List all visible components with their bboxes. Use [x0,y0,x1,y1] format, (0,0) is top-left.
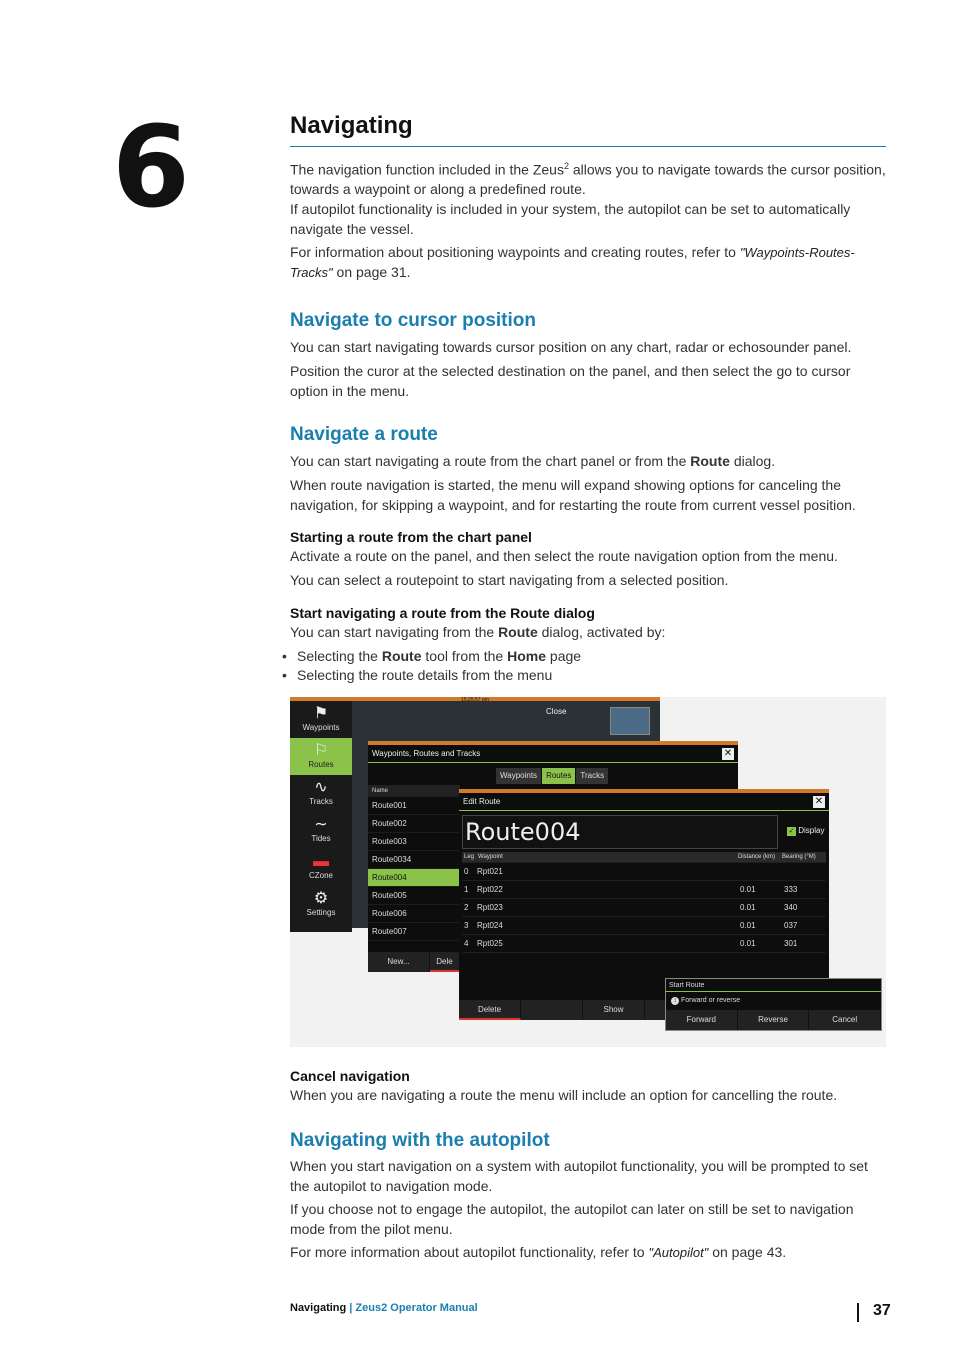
display-checkbox[interactable]: ✓ Display [788,826,825,835]
sidebar-routes[interactable]: ⚐ Routes [290,738,352,775]
title-rule [290,146,886,147]
tracks-icon: ∿ [314,779,328,796]
footer-divider [857,1303,859,1322]
leg-cell: 1 [464,885,469,894]
cross-reference-link[interactable]: "Autopilot" [648,1245,709,1260]
list-item[interactable]: Route0034 [368,851,460,869]
legs-body [462,863,826,953]
gear-icon: ⚙ [313,890,329,907]
forward-button[interactable]: Forward [666,1010,738,1030]
bullet-item: • Selecting the route details from the menu [282,667,553,683]
new-button[interactable]: New... [368,952,430,972]
col-waypoint: Waypoint [478,854,503,860]
autopilot-paragraph-2: If you choose not to engage the autopilot, the autopilot can later on still be set to navigation mode from the pilot menu. [290,1201,854,1237]
delete-button[interactable]: Delete [459,1000,521,1020]
intro-paragraph-3: For information about positioning waypoints and creating routes, refer to "Waypoints-Routes-Tracks" on page 31. [290,244,855,280]
bearing-cell: 340 [784,903,798,912]
bearing-cell: 333 [784,885,798,894]
close-icon[interactable]: ✕ [723,748,733,759]
autopilot-paragraph-3: For more information about autopilot functionality, refer to "Autopilot" on page 43. [290,1244,787,1260]
spacer [521,1000,583,1020]
col-distance: Distance (km) [738,854,776,860]
sidebar-tides[interactable]: ∼ Tides [290,812,352,849]
start-route-title: Start Route [666,979,881,992]
flag-icon: ⚑ [313,705,329,722]
list-item[interactable]: Route001 [368,797,460,815]
waypoint-cell: Rpt024 [477,921,503,930]
autopilot-paragraph-1: When you start navigation on a system with autopilot functionality, you will be prompted to set the autopilot to navigation mode. [290,1158,868,1194]
table-row[interactable] [462,863,826,881]
chapter-title: Navigating [290,112,413,139]
list-item[interactable]: Route003 [368,833,460,851]
subheading-route-dialog: Start navigating a route from the Route dialog [290,605,595,621]
leg-cell: 0 [464,867,469,876]
section-heading-cursor: Navigate to cursor position [290,310,536,331]
close-button[interactable]: Close [546,707,567,716]
section-heading-autopilot: Navigating with the autopilot [290,1130,550,1151]
distance-cell: 0.01 [740,903,756,912]
subheading-cancel: Cancel navigation [290,1068,410,1084]
bullet-item: • Selecting the Route tool from the Home page [282,648,582,664]
waypoint-cell: Rpt021 [477,867,503,876]
table-header [462,852,826,863]
route-paragraph-1: You can start navigating a route from the chart panel or from the Route dialog. [290,453,776,469]
czone-icon: ▬ [313,853,329,870]
waypoint-cell: Rpt023 [477,903,503,912]
col-bearing: Bearing (°M) [782,854,816,860]
leg-cell: 4 [464,939,469,948]
bearing-cell [782,863,826,880]
intro-paragraph-1: The navigation function included in the Zeus$^2$ allows you to navigate towards the cursor position, towards a waypoint or along a predefined route. [290,161,886,198]
waypoint-cell: Rpt022 [477,885,503,894]
route-paragraph-2: When route navigation is started, the menu will expand showing options for canceling the navigation, for skipping a waypoint, and for restarting the route from current vessel position. [290,477,856,513]
list-item[interactable]: Route006 [368,905,460,923]
checkbox-icon: ✓ [788,828,795,835]
start-route-option[interactable]: ↕ Forward or reverse [666,992,881,1010]
leg-cell: 3 [464,921,469,930]
legs-table [462,852,826,953]
list-item[interactable]: Route002 [368,815,460,833]
col-leg: Leg [464,854,475,860]
table-row[interactable] [462,899,826,917]
list-item[interactable]: Route004 [368,869,460,887]
tab-routes[interactable]: Routes [542,768,575,784]
route-name-field[interactable]: Route004 [462,815,778,849]
sidebar-waypoints[interactable]: ⚑ Waypoints [290,701,352,738]
footer-title: Navigating | Zeus2 Operator Manual [290,1302,478,1314]
sidebar-czone[interactable]: ▬ CZone [290,849,352,886]
sidebar-settings[interactable]: ⚙ Settings [290,886,352,923]
wrt-header: Waypoints, Routes and Tracks ✕ [368,745,738,763]
subheading-chart-panel: Starting a route from the chart panel [290,529,532,545]
table-row[interactable] [462,881,826,899]
table-row[interactable] [462,917,826,935]
edit-route-header: Edit Route ✕ [459,793,829,811]
tides-icon: ∼ [314,816,328,833]
chapter-number: 6 [112,103,190,233]
wrt-tabs [368,763,738,785]
chart-panel-paragraph-1: Activate a route on the panel, and then select the route navigation option from the menu. [290,548,838,564]
delete-button[interactable]: Dele [430,952,460,972]
cursor-paragraph-1: You can start navigating towards cursor position on any chart, radar or echosounder panel. [290,339,852,355]
route-dialog-screenshot [290,697,886,1047]
bearing-cell: 301 [784,939,798,948]
start-route-buttons [666,1010,881,1030]
direction-icon: ↕ [671,997,679,1005]
chart-panel-paragraph-2: You can select a routepoint to start navigating from a selected position. [290,572,729,588]
page-number: 37 [873,1302,891,1319]
show-button[interactable]: Show [583,1000,645,1020]
start-route-dialog [665,978,882,1031]
cursor-paragraph-2: Position the curor at the selected destination on the panel, and then select the go to cursor option in the menu. [290,363,851,399]
route-icon: ⚐ [313,742,329,759]
table-row[interactable] [462,935,826,953]
cross-reference-link[interactable]: "Waypoints-Routes-Tracks" [290,245,855,280]
close-icon[interactable]: ✕ [814,796,824,807]
cancel-paragraph: When you are navigating a route the menu will include an option for cancelling the route. [290,1087,838,1103]
tab-tracks[interactable]: Tracks [576,768,608,784]
reverse-button[interactable]: Reverse [738,1010,810,1030]
waypoint-cell: Rpt025 [477,939,503,948]
cancel-button[interactable]: Cancel [809,1010,881,1030]
distance-cell: 0.01 [740,885,756,894]
home-sidebar [290,701,352,932]
section-heading-route: Navigate a route [290,424,438,445]
distance-cell: 0.01 [740,921,756,930]
list-item[interactable]: Route005 [368,887,460,905]
name-column-header: Name [368,785,460,797]
bearing-cell: 037 [784,921,798,930]
route-dialog-paragraph: You can start navigating from the Route dialog, activated by: [290,624,666,640]
sidebar-tracks[interactable]: ∿ Tracks [290,775,352,812]
chart-thumbnail[interactable] [610,707,650,735]
distance-cell: 0.01 [740,939,756,948]
route-list [368,785,460,941]
distance-cell [738,863,782,880]
tab-waypoints[interactable]: Waypoints [496,768,541,784]
leg-cell: 2 [464,903,469,912]
list-item[interactable]: Route007 [368,923,460,941]
intro-paragraph-2: If autopilot functionality is included in your system, the autopilot can be set to automatically navigate the vessel. [290,201,851,237]
time-bar: 15:25:57 pm [290,697,660,701]
